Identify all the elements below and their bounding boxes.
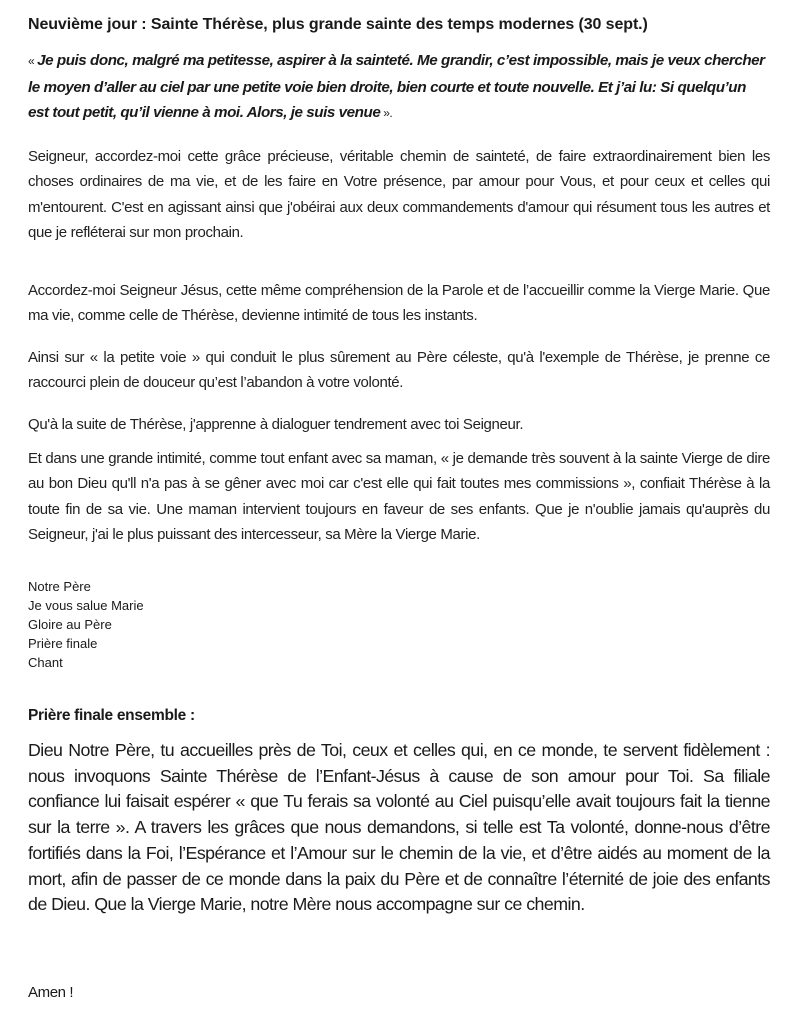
- quote-close-mark: ».: [380, 106, 393, 120]
- prayer-list-item: Gloire au Père: [28, 617, 112, 632]
- quote-open-mark: «: [28, 54, 38, 68]
- quote-block: [28, 48, 770, 127]
- prayer-list-item: Je vous salue Marie: [28, 598, 144, 613]
- prayer-list-item: Chant: [28, 655, 63, 670]
- prayer-list-item: Notre Père: [28, 579, 91, 594]
- amen-closing: Amen !: [28, 984, 74, 1001]
- paragraph-intimite: Et dans une grande intimité, comme tout enfant avec sa maman, « je demande très souvent à la sainte Vierge de dire au bon Dieu qu'll n'a pas à se gêner avec moi car c'est elle qui fait toutes mes commissions », confiait Thérèse à la toute fin de sa vie. Une maman intervient toujours en faveur de ses enfants. Que je n'oublie jamais qu'auprès du Seigneur, j'ai le plus puissant des intercesseur, sa Mère la Vierge Marie.: [28, 450, 770, 543]
- paragraph-petite-voie: Ainsi sur « la petite voie » qui conduit le plus sûrement au Père céleste, qu'à l'exemple de Thérèse, je prenne ce raccourci plein de douceur qu’est l’abandon à votre volonté.: [28, 349, 770, 392]
- paragraph-comprehension: Accordez-moi Seigneur Jésus, cette même compréhension de la Parole et de l’accueillir comme la Vierge Marie. Que ma vie, comme celle de Thérèse, devienne intimité de tous les instants.: [28, 282, 770, 325]
- paragraph-dialogue: Qu'à la suite de Thérèse, j'apprenne à dialoguer tendrement avec toi Seigneur.: [28, 416, 524, 433]
- prayer-list: [28, 577, 328, 672]
- page-title: Neuvième jour : Sainte Thérèse, plus grande sainte des temps modernes (30 sept.): [28, 16, 648, 33]
- final-prayer-heading: Prière finale ensemble :: [28, 707, 195, 724]
- prayer-list-item: Prière finale: [28, 636, 98, 651]
- paragraph-grace: Seigneur, accordez-moi cette grâce précieuse, véritable chemin de sainteté, de faire extraordinairement bien les choses ordinaires de ma vie, et de les faire en Votre présence, par amour pour Vous, et pour ceux et celles qui m'entourent. C'est en agissant ainsi que j'obéirai aux deux commandements d'amour qui résument tous les autres et que je refléterai sur mon prochain.: [28, 148, 770, 241]
- final-prayer-text: Dieu Notre Père, tu accueilles près de Toi, ceux et celles qui, en ce monde, te servent fidèlement : nous invoquons Sainte Thérèse de l’Enfant-Jésus à cause de son amour pour Toi. Sa filiale confiance lui faisait espérer « que Tu ferais sa volonté au Ciel puisqu’elle avait toujours fait la tienne sur la terre ». A travers les grâces que nous demandons, si telle est Ta volonté, donne-nous d’être fortifiés dans la Foi, l’Espérance et l’Amour sur le chemin de la vie, et d’être aidés au moment de la mort, afin de passer de ce monde dans la paix du Père et de connaître l’éternité de joie des enfants de Dieu. Que la Vierge Marie, notre Mère nous accompagne sur ce chemin.: [28, 740, 770, 915]
- quote-text: Je puis donc, malgré ma petitesse, aspirer à la sainteté. Me grandir, c’est impossible, mais je veux chercher le moyen d’aller au ciel par une petite voie bien droite, bien courte et toute nouvelle. Et j’ai lu: Si quelqu’un est tout petit, qu’il vienne à moi. Alors, je suis venue: [28, 52, 765, 121]
